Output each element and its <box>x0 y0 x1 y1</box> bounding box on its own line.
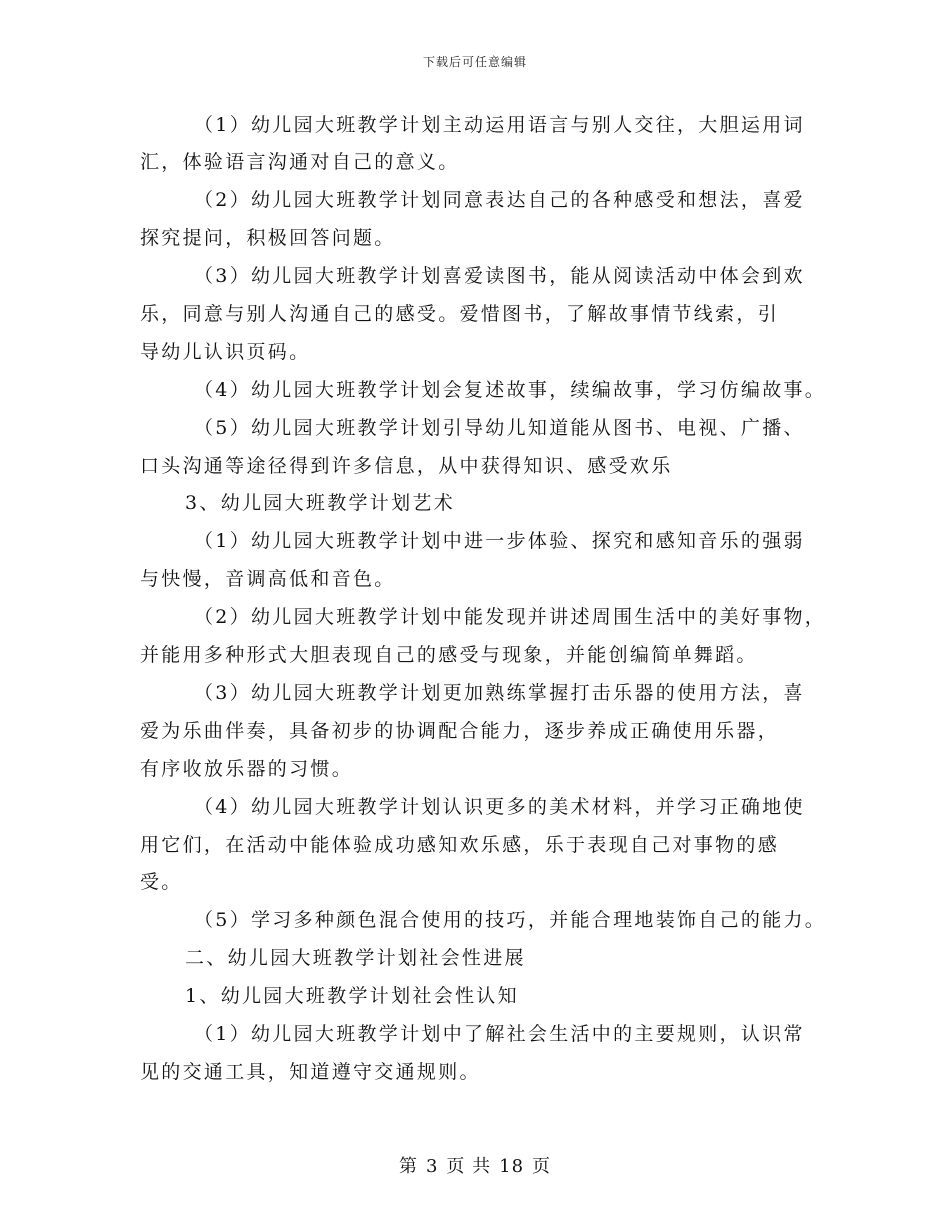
paragraph-line: （3）幼儿园大班教学计划喜爱读图书，能从阅读活动中体会到欢 <box>194 265 805 287</box>
page-footer <box>0 1152 950 1178</box>
section-heading: 3、幼儿园大班教学计划艺术 <box>185 492 455 514</box>
page-total: 18 <box>499 1156 525 1177</box>
page-header: 下载后可任意编辑 <box>422 55 527 69</box>
paragraph-line: 探究提问，积极回答问题。 <box>140 227 396 249</box>
paragraph-line: 导幼儿认识页码。 <box>140 341 311 363</box>
section-heading: 1、幼儿园大班教学计划社会性认知 <box>185 985 519 1007</box>
paragraph-line: 并能用多种形式大胆表现自己的感受与现象，并能创编简单舞蹈。 <box>140 644 758 666</box>
section-heading: 二、幼儿园大班教学计划社会性进展 <box>185 947 526 969</box>
paragraph-line: 见的交通工具，知道遵守交通规则。 <box>140 1061 481 1083</box>
paragraph-line: 用它们，在活动中能体验成功感知欢乐感，乐于表现自己对事物的感 <box>140 834 780 856</box>
paragraph-line: （1）幼儿园大班教学计划中进一步体验、探究和感知音乐的强弱 <box>194 530 805 552</box>
paragraph-line: （1）幼儿园大班教学计划中了解社会生活中的主要规则，认识常 <box>194 1023 805 1045</box>
paragraph-line: （4）幼儿园大班教学计划认识更多的美术材料，并学习正确地使 <box>194 796 805 818</box>
page-number: 3 <box>425 1156 439 1177</box>
paragraph-line: 汇，体验语言沟通对自己的意义。 <box>140 151 460 173</box>
paragraph-line: 爱为乐曲伴奏，具备初步的协调配合能力，逐步养成正确使用乐器， <box>140 720 780 742</box>
paragraph-line: （5）幼儿园大班教学计划引导幼儿知道能从图书、电视、广播、 <box>194 417 805 439</box>
paragraph-line: 乐，同意与别人沟通自己的感受。爱惜图书，了解故事情节线索，引 <box>140 303 780 325</box>
paragraph-line: 有序收放乐器的习惯。 <box>140 758 354 780</box>
paragraph-line: （2）幼儿园大班教学计划同意表达自己的各种感受和想法，喜爱 <box>194 189 805 211</box>
footer-prefix: 第 <box>398 1156 418 1177</box>
paragraph-line: 受。 <box>140 871 183 893</box>
footer-suffix: 页 <box>532 1156 552 1177</box>
paragraph-line: （5）学习多种颜色混合使用的技巧，并能合理地装饰自己的能力。 <box>194 909 827 931</box>
paragraph-line: 口头沟通等途径得到许多信息，从中获得知识、感受欢乐 <box>140 455 673 477</box>
paragraph-line: 与快慢，音调高低和音色。 <box>140 568 396 590</box>
paragraph-line: （1）幼儿园大班教学计划主动运用语言与别人交往，大胆运用词 <box>194 114 805 136</box>
paragraph-line: （4）幼儿园大班教学计划会复述故事，续编故事，学习仿编故事。 <box>194 379 827 401</box>
paragraph-line: （3）幼儿园大班教学计划更加熟练掌握打击乐器的使用方法，喜 <box>194 682 805 704</box>
paragraph-line: （2）幼儿园大班教学计划中能发现并讲述周围生活中的美好事物， <box>194 606 827 628</box>
footer-middle: 页 共 <box>446 1156 492 1177</box>
